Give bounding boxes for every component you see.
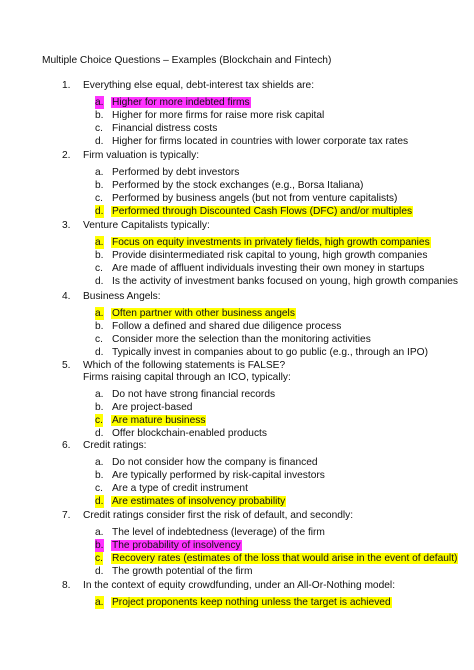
answer-option-highlighted xyxy=(0,96,474,109)
option-letter: c. xyxy=(95,553,103,564)
answer-option-highlighted xyxy=(0,596,474,609)
option-letter: d. xyxy=(95,276,104,287)
option-list xyxy=(0,166,474,218)
question-number: 1. xyxy=(62,80,71,91)
answer-option xyxy=(0,333,474,346)
option-letter: a. xyxy=(95,389,104,400)
option-text: The level of indebtedness (leverage) of the firm xyxy=(112,527,325,538)
answer-option xyxy=(0,482,474,495)
option-list xyxy=(0,596,474,609)
option-text: Are estimates of insolvency probability xyxy=(112,496,286,507)
answer-option xyxy=(0,166,474,179)
option-text: Is the activity of investment banks focused on young, high growth companies xyxy=(112,276,459,287)
option-text: Do not consider how the company is financed xyxy=(112,457,318,468)
option-letter: b. xyxy=(95,110,104,121)
question-3 xyxy=(0,220,474,288)
option-text: Performed by debt investors xyxy=(112,167,240,178)
answer-option xyxy=(0,565,474,578)
question-stem xyxy=(0,80,474,92)
answer-option-highlighted xyxy=(0,552,474,565)
option-text: Higher for firms located in countries with lower corporate tax rates xyxy=(112,136,409,147)
option-letter: a. xyxy=(95,167,104,178)
option-letter: a. xyxy=(95,597,104,608)
option-letter: c. xyxy=(95,123,103,134)
question-text: Everything else equal, debt-interest tax shields are: xyxy=(83,80,315,91)
answer-option xyxy=(0,469,474,482)
option-text: Provide disintermediated risk capital to young, high growth companies xyxy=(112,250,428,261)
question-5 xyxy=(0,360,474,440)
answer-option-highlighted xyxy=(0,414,474,427)
question-text: In the context of equity crowdfunding, under an All-Or-Nothing model: xyxy=(83,580,396,591)
answer-option xyxy=(0,109,474,122)
option-text: Do not have strong financial records xyxy=(112,389,276,400)
question-text: Firm valuation is typically: xyxy=(83,150,200,161)
option-text: Are a type of credit instrument xyxy=(112,483,248,494)
option-letter: a. xyxy=(95,527,104,538)
option-text: Are made of affluent individuals investing their own money in startups xyxy=(112,263,425,274)
answer-option-highlighted xyxy=(0,205,474,218)
question-text: Credit ratings consider first the risk of default, and secondly: xyxy=(83,510,354,521)
question-stem xyxy=(0,440,474,452)
answer-option-highlighted xyxy=(0,495,474,508)
question-number: 5. xyxy=(62,360,71,371)
option-letter: c. xyxy=(95,263,103,274)
option-list xyxy=(0,388,474,440)
question-number: 2. xyxy=(62,150,71,161)
option-letter: d. xyxy=(95,566,104,577)
option-letter: d. xyxy=(95,136,104,147)
answer-option xyxy=(0,456,474,469)
answer-option xyxy=(0,135,474,148)
answer-option xyxy=(0,388,474,401)
question-text: Credit ratings: xyxy=(83,440,147,451)
option-text: Offer blockchain-enabled products xyxy=(112,428,267,439)
option-letter: c. xyxy=(95,483,103,494)
option-letter: b. xyxy=(95,540,104,551)
option-text: Follow a defined and shared due diligence process xyxy=(112,321,342,332)
answer-option-highlighted xyxy=(0,307,474,320)
option-list xyxy=(0,526,474,578)
option-letter: a. xyxy=(95,97,104,108)
question-number: 3. xyxy=(62,220,71,231)
option-text: The probability of insolvency xyxy=(112,540,241,551)
option-list xyxy=(0,96,474,148)
option-text: Often partner with other business angels xyxy=(112,308,295,319)
question-stem xyxy=(0,580,474,592)
question-stem xyxy=(0,360,474,372)
option-letter: a. xyxy=(95,308,104,319)
option-text: Focus on equity investments in privately fields, high growth companies xyxy=(112,237,430,248)
option-text: Are mature business xyxy=(112,415,206,426)
question-number: 8. xyxy=(62,580,71,591)
answer-option-highlighted xyxy=(0,539,474,552)
option-letter: c. xyxy=(95,415,103,426)
document-title: Multiple Choice Questions – Examples (Blockchain and Fintech) xyxy=(42,55,332,66)
option-list xyxy=(0,236,474,288)
option-text: Recovery rates (estimates of the loss that would arise in the event of default) xyxy=(112,553,458,564)
question-stem xyxy=(0,291,474,303)
answer-option xyxy=(0,262,474,275)
answer-option xyxy=(0,192,474,205)
question-stem xyxy=(0,220,474,232)
option-letter: a. xyxy=(95,237,104,248)
option-text: Project proponents keep nothing unless the target is achieved xyxy=(112,597,391,608)
option-letter: c. xyxy=(95,334,103,345)
question-text: Business Angels: xyxy=(83,291,161,302)
option-letter: d. xyxy=(95,428,104,439)
question-6 xyxy=(0,440,474,508)
option-text: Consider more the selection than the monitoring activities xyxy=(112,334,371,345)
option-letter: d. xyxy=(95,347,104,358)
question-text: Venture Capitalists typically: xyxy=(83,220,210,231)
answer-option xyxy=(0,526,474,539)
option-text: Higher for more firms for raise more risk capital xyxy=(112,110,325,121)
option-letter: b. xyxy=(95,470,104,481)
question-stem xyxy=(0,510,474,522)
option-letter: c. xyxy=(95,193,103,204)
question-8 xyxy=(0,580,474,609)
question-7 xyxy=(0,510,474,578)
option-letter: d. xyxy=(95,206,104,217)
option-list xyxy=(0,456,474,508)
option-list xyxy=(0,307,474,359)
question-1 xyxy=(0,80,474,148)
option-text: Typically invest in companies about to go public (e.g., through an IPO) xyxy=(112,347,428,358)
option-letter: b. xyxy=(95,321,104,332)
option-text: Higher for more indebted firms xyxy=(112,97,250,108)
option-text: Performed by the stock exchanges (e.g., Borsa Italiana) xyxy=(112,180,364,191)
question-4 xyxy=(0,291,474,359)
option-text: The growth potential of the firm xyxy=(112,566,253,577)
option-letter: a. xyxy=(95,457,104,468)
question-number: 7. xyxy=(62,510,71,521)
option-letter: b. xyxy=(95,180,104,191)
answer-option xyxy=(0,249,474,262)
question-text: Which of the following statements is FALSE? xyxy=(83,360,286,371)
question-stem xyxy=(0,150,474,162)
option-letter: b. xyxy=(95,250,104,261)
answer-option xyxy=(0,122,474,135)
option-text: Performed by business angels (but not from venture capitalists) xyxy=(112,193,398,204)
answer-option xyxy=(0,346,474,359)
option-text: Are typically performed by risk-capital investors xyxy=(112,470,325,481)
question-number: 4. xyxy=(62,291,71,302)
option-text: Performed through Discounted Cash Flows (DFC) and/or multiples xyxy=(112,206,413,217)
option-letter: b. xyxy=(95,402,104,413)
question-number: 6. xyxy=(62,440,71,451)
answer-option-highlighted xyxy=(0,236,474,249)
answer-option xyxy=(0,427,474,440)
answer-option xyxy=(0,401,474,414)
option-text: Financial distress costs xyxy=(112,123,218,134)
question-substem: Firms raising capital through an ICO, typically: xyxy=(83,372,291,383)
option-letter: d. xyxy=(95,496,104,507)
answer-option xyxy=(0,275,474,288)
question-2 xyxy=(0,150,474,218)
answer-option xyxy=(0,320,474,333)
answer-option xyxy=(0,179,474,192)
option-text: Are project-based xyxy=(112,402,193,413)
